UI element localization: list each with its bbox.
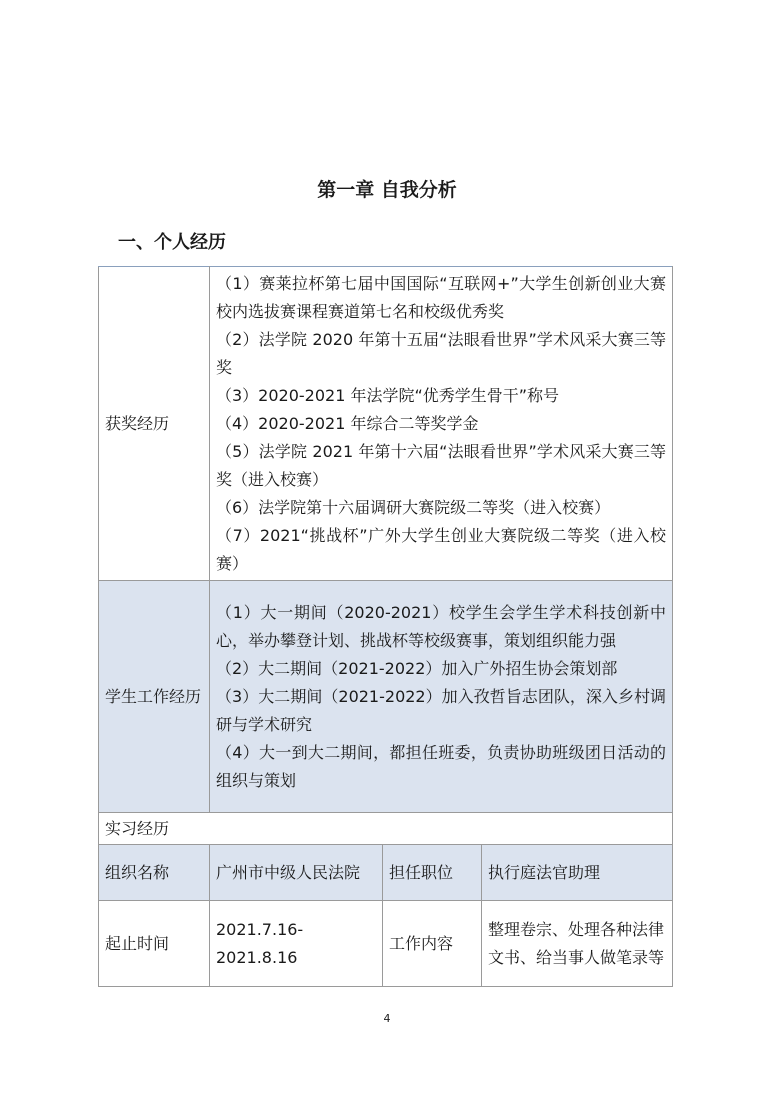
student-work-label: 学生工作经历	[99, 581, 210, 813]
internship-label: 实习经历	[99, 813, 673, 845]
award-item: （7）2021“挑战杯”广外大学生创业大赛院级二等奖（进入校赛）	[216, 525, 667, 573]
award-item: （3）2020-2021 年法学院“优秀学生骨干”称号	[216, 385, 560, 405]
student-work-item: （3）大二期间（2021-2022）加入孜哲旨志团队，深入乡村调研与学术研究	[216, 686, 667, 734]
duty-label: 工作内容	[383, 901, 482, 987]
award-item: （4）2020-2021 年综合二等奖学金	[216, 413, 479, 433]
resume-table	[98, 266, 673, 987]
awards-content	[210, 267, 673, 581]
internship-header-row	[99, 813, 673, 845]
period-label: 起止时间	[99, 901, 210, 987]
internship-org-row	[99, 845, 673, 901]
student-work-item: （4）大一到大二期间，都担任班委，负责协助班级团日活动的组织与策划	[216, 742, 667, 790]
chapter-title: 第一章 自我分析	[317, 179, 457, 201]
position-value: 执行庭法官助理	[482, 845, 673, 901]
internship-period-row	[99, 901, 673, 987]
duty-value: 整理卷宗、处理各种法律文书、给当事人做笔录等	[482, 901, 673, 987]
awards-row	[99, 267, 673, 581]
resume-table-frame	[98, 266, 672, 986]
award-item: （5）法学院 2021 年第十六届“法眼看世界”学术风采大赛三等奖（进入校赛）	[216, 441, 667, 489]
org-label: 组织名称	[99, 845, 210, 901]
student-work-item: （1）大一期间（2020-2021）校学生会学生学术科技创新中心，举办攀登计划、挑战杯等校级赛事，策划组织能力强	[216, 602, 667, 650]
award-item: （2）法学院 2020 年第十五届“法眼看世界”学术风采大赛三等奖	[216, 329, 667, 377]
awards-label: 获奖经历	[99, 267, 210, 581]
student-work-item: （2）大二期间（2021-2022）加入广外招生协会策划部	[216, 658, 618, 678]
award-item: （6）法学院第十六届调研大赛院级二等奖（进入校赛）	[216, 497, 611, 517]
page-number: 4	[383, 1012, 391, 1025]
org-value: 广州市中级人民法院	[210, 845, 383, 901]
position-label: 担任职位	[383, 845, 482, 901]
student-work-row	[99, 581, 673, 813]
award-item: （1）赛莱拉杯第七届中国国际“互联网+”大学生创新创业大赛校内选拔赛课程赛道第七名和校级优秀奖	[216, 273, 667, 321]
period-value: 2021.7.16-2021.8.16	[210, 901, 383, 987]
student-work-content	[210, 581, 673, 813]
section-title: 一、个人经历	[118, 232, 226, 253]
